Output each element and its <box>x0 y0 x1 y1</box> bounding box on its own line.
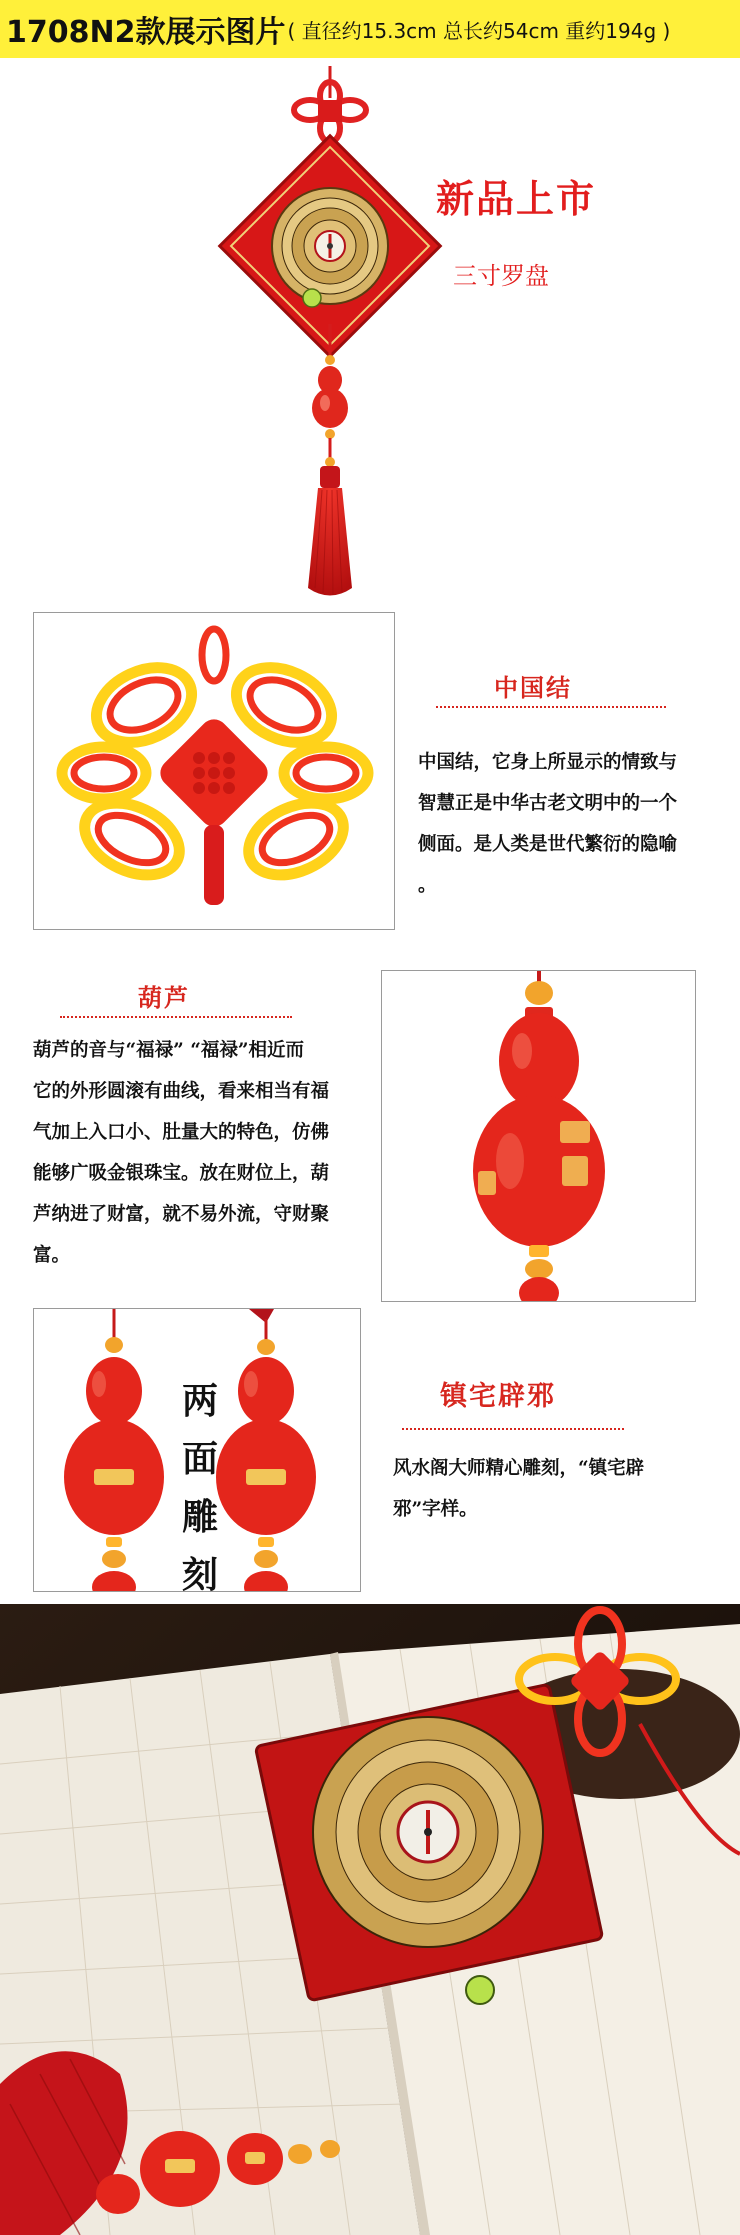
gourd-body-line: 芦纳进了财富，就不易外流，守财聚 <box>33 1204 330 1225</box>
header-bar <box>0 0 740 58</box>
carving-title: 镇宅辟邪 <box>440 1381 556 1412</box>
lifestyle-photo <box>0 1604 740 2235</box>
hero-subtitle: 三寸罗盘 <box>453 262 549 290</box>
carving-divider <box>402 1428 624 1430</box>
knot-title: 中国结 <box>494 673 572 702</box>
model-title: 1708N2款展示图片 <box>6 15 286 50</box>
two-sided-carving-label <box>174 1372 226 1604</box>
carving-char: 面 <box>181 1438 218 1480</box>
hero-title: 新品上市 <box>436 176 597 221</box>
hero-compass-pendant-image <box>0 58 740 598</box>
knot-body-line: 智慧正是中华古老文明中的一个 <box>418 793 678 814</box>
gourd-body-line: 气加上入口小、肚量大的特色，仿佛 <box>33 1122 330 1143</box>
carving-body <box>393 1448 693 1530</box>
gourd-title: 葫芦 <box>138 983 190 1012</box>
gourd-body-line: 能够广吸金银珠宝。放在财位上，葫 <box>33 1163 330 1184</box>
gourd-photo <box>381 970 696 1302</box>
carving-body-line: 风水阁大师精心雕刻，“镇宅辟 <box>393 1458 645 1479</box>
carving-char: 两 <box>181 1380 218 1422</box>
knot-body-line: 侧面。是人类是世代繁衍的隐喻 <box>418 834 678 855</box>
knot-body <box>418 742 718 906</box>
carving-char: 刻 <box>181 1554 218 1596</box>
gourd-image <box>382 971 696 1302</box>
knot-body-line: 。 <box>418 875 437 896</box>
hero-section <box>0 58 740 598</box>
knot-divider <box>436 706 666 708</box>
compass-on-book-image <box>0 1604 740 2235</box>
carving-body-line: 邪”字样。 <box>393 1499 478 1520</box>
gourd-body-line: 它的外形圆滚有曲线，看来相当有福 <box>33 1081 330 1102</box>
knot-body-line: 中国结，它身上所显示的情致与 <box>418 752 678 773</box>
gourd-divider <box>60 1016 292 1018</box>
knot-photo <box>33 612 395 930</box>
product-specs: ( 直径约15.3cm 总长约54cm 重约194g ) <box>287 18 671 43</box>
chinese-knot-image <box>34 613 395 930</box>
gourd-body <box>33 1030 363 1276</box>
carving-char: 雕 <box>181 1496 218 1538</box>
gourd-body-line: 葫芦的音与“福禄” “福禄”相近而 <box>33 1040 305 1061</box>
gourd-body-line: 富。 <box>33 1245 71 1266</box>
